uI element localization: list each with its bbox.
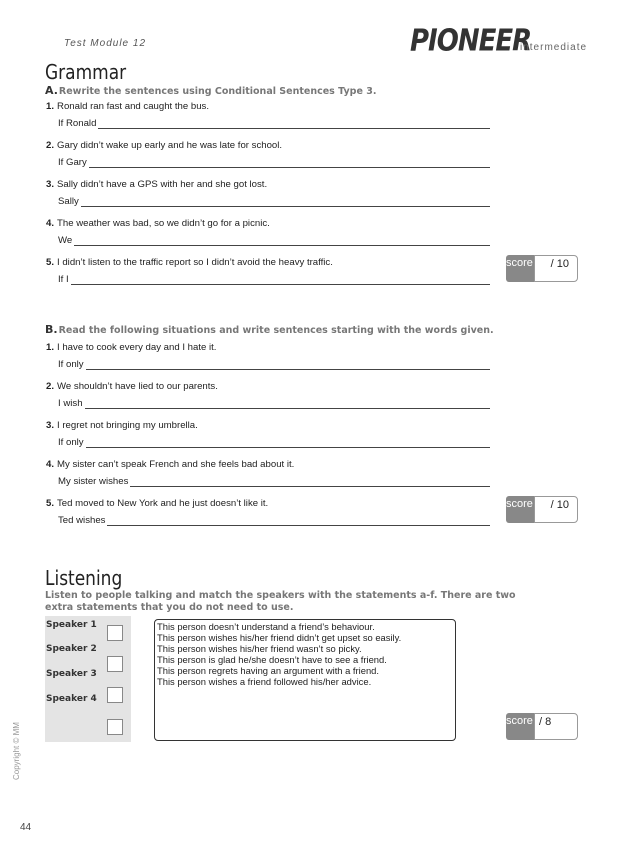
question-text: I have to cook every day and I hate it. [57,342,217,353]
answer-line-a5[interactable] [58,274,490,285]
statement-e: This person regrets having an argument with a friend. [157,665,379,676]
section-b-instruction-text: Read the following situations and write sentences starting with the words given. [58,325,494,336]
score-value[interactable]: / 10 [534,255,578,282]
speaker-3-label: Speaker 3 [46,669,97,679]
copyright-text: Copyright © MM [12,722,21,780]
answer-blank[interactable] [86,359,490,370]
question-number: 4. [46,218,55,229]
question-number: 5. [46,257,55,268]
answer-line-b5[interactable] [58,515,490,526]
score-value[interactable]: / 8 [534,713,578,740]
answer-prompt: If only [58,437,84,448]
level-label: intermediate [520,42,588,50]
answer-blank[interactable] [98,118,490,129]
answer-blank[interactable] [89,157,490,168]
score-label: score [506,255,534,282]
answer-prompt: Sally [58,196,79,207]
score-label: score [506,496,534,523]
statement-b: This person wishes his/her friend didn’t get upset so easily. [157,632,402,643]
answer-blank[interactable] [71,274,490,285]
answer-prompt: I wish [58,398,83,409]
answer-line-b3[interactable] [58,437,490,448]
question-number: 2. [46,140,55,151]
page-number: 44 [20,822,32,833]
question-number: 3. [46,420,55,431]
question-a4 [46,218,270,229]
question-text: I regret not bringing my umbrella. [57,420,198,431]
grammar-title: Grammar [45,60,127,84]
question-text: Sally didn’t have a GPS with her and she got lost. [57,179,268,190]
answer-prompt: My sister wishes [58,476,129,487]
statement-f: This person wishes a friend followed his/her advice. [157,676,372,687]
answer-line-a3[interactable] [58,196,490,207]
section-a-instruction [45,84,376,97]
answer-line-b1[interactable] [58,359,490,370]
question-text: I didn’t listen to the traffic report so I didn’t avoid the heavy traffic. [57,257,333,268]
section-a-instruction-text: Rewrite the sentences using Conditional Sentences Type 3. [58,86,377,97]
question-number: 1. [46,342,55,353]
score-value[interactable]: / 10 [534,496,578,523]
score-label: score [506,713,534,740]
question-number: 1. [46,101,55,112]
answer-line-a1[interactable] [58,118,490,129]
statement-a: This person doesn’t understand a friend’s behaviour. [157,621,375,632]
answer-blank[interactable] [74,235,490,246]
section-a-letter: A. [45,84,58,97]
answer-prompt: We [58,235,73,246]
section-b-letter: B. [45,323,58,336]
answer-blank[interactable] [130,476,490,487]
answer-prompt: Ted wishes [58,515,106,526]
question-b1 [46,342,216,353]
answer-blank[interactable] [107,515,490,526]
answer-line-b4[interactable] [58,476,490,487]
listening-title: Listening [45,566,123,590]
question-number: 3. [46,179,55,190]
question-number: 5. [46,498,55,509]
question-b5 [46,498,268,509]
question-text: My sister can’t speak French and she feels bad about it. [57,459,295,470]
question-text: The weather was bad, so we didn’t go for a picnic. [57,218,270,229]
question-a3 [46,179,267,190]
brand-logo: PIONEER [410,24,532,59]
question-a1 [46,101,209,112]
answer-box-speaker-1[interactable] [107,625,123,641]
score-box-b [506,496,578,523]
question-b4 [46,459,294,470]
answer-prompt: If Gary [58,157,87,168]
answer-prompt: If only [58,359,84,370]
test-module-label: Test Module 12 [64,38,147,47]
question-text: We shouldn’t have lied to our parents. [57,381,218,392]
answer-line-b2[interactable] [58,398,490,409]
answer-blank[interactable] [86,437,490,448]
question-text: Ronald ran fast and caught the bus. [57,101,210,112]
answer-box-speaker-2[interactable] [107,656,123,672]
question-b3 [46,420,198,431]
question-a2 [46,140,282,151]
question-a5 [46,257,333,268]
speaker-4-label: Speaker 4 [46,694,97,704]
listening-instruction-line2: extra statements that you do not need to use. [45,602,294,613]
answer-line-a4[interactable] [58,235,490,246]
statement-d: This person is glad he/she doesn’t have to see a friend. [157,654,387,665]
question-number: 2. [46,381,55,392]
question-text: Ted moved to New York and he just doesn’t like it. [57,498,269,509]
answer-box-speaker-3[interactable] [107,687,123,703]
section-b-instruction [45,323,494,336]
score-box-a [506,255,578,282]
question-b2 [46,381,218,392]
question-text: Gary didn’t wake up early and he was late for school. [57,140,283,151]
answer-prompt: If Ronald [58,118,97,129]
speaker-2-label: Speaker 2 [46,644,97,654]
answer-prompt: If I [58,274,69,285]
listening-instruction-line1: Listen to people talking and match the speakers with the statements a-f. There are two [45,590,516,601]
statement-c: This person wishes his/her friend wasn’t so picky. [157,643,362,654]
answer-blank[interactable] [85,398,490,409]
speaker-1-label: Speaker 1 [46,620,97,630]
question-number: 4. [46,459,55,470]
score-box-listening [506,713,578,740]
answer-line-a2[interactable] [58,157,490,168]
answer-box-speaker-4[interactable] [107,719,123,735]
answer-blank[interactable] [81,196,490,207]
